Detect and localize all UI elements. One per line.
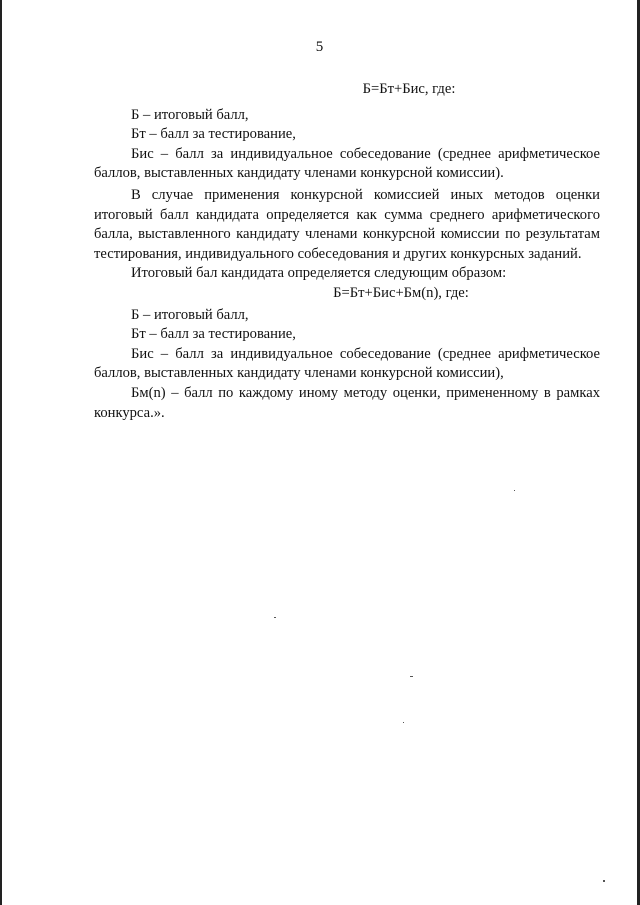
scan-speck xyxy=(403,722,404,723)
definition-bis-2: Бис – балл за индивидуальное собеседование (среднее арифметическое баллов, выставленных кандидату членами конкурсной комиссии), xyxy=(94,345,600,382)
page-number: 5 xyxy=(315,39,324,55)
scan-speck xyxy=(603,880,605,882)
definition-bis: Бис – балл за индивидуальное собеседование (среднее арифметическое баллов, выставленных кандидату членами конкурсной комиссии). xyxy=(94,145,600,182)
definition-b: Б – итоговый балл, xyxy=(131,106,249,123)
paragraph-other-methods: В случае применения конкурсной комиссией иных методов оценки итоговый балл кандидата определяется как сумма среднего арифметического балла, выставленного кандидату членами конкурсной комиссии по результатам тестирования, индивидуального собеседования и других конкурсных заданий. xyxy=(94,186,600,262)
definition-b-2: Б – итоговый балл, xyxy=(131,306,249,323)
scan-speck xyxy=(410,676,413,677)
definition-bt: Бт – балл за тестирование, xyxy=(131,126,296,143)
document-body xyxy=(94,80,600,423)
definition-bt-2: Бт – балл за тестирование, xyxy=(131,326,296,343)
scan-speck xyxy=(514,490,515,491)
formula-extended: Б=Бт+Бис+Бм(n), где: xyxy=(333,284,469,301)
definition-bm: Бм(n) – балл по каждому иному методу оценки, примененному в рамках конкурса.». xyxy=(94,384,600,421)
formula-basic: Б=Бт+Бис, где: xyxy=(362,81,456,97)
scan-speck xyxy=(274,617,276,618)
paragraph-final-score: Итоговый бал кандидата определяется следующим образом: xyxy=(131,265,507,282)
